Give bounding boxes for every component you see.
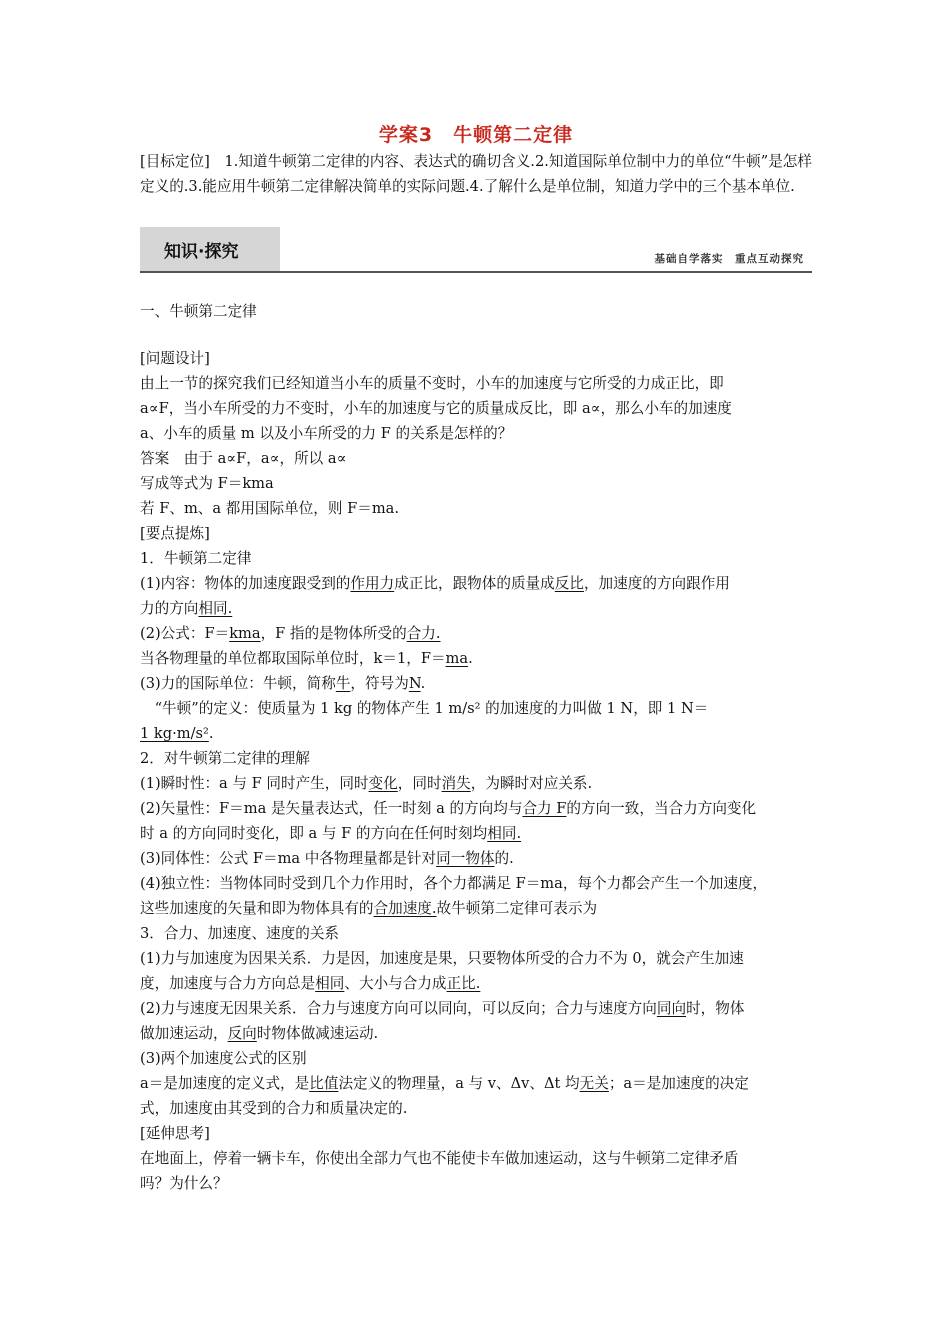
section-heading: 一、牛顿第二定律 <box>140 303 257 320</box>
section-banner <box>140 227 812 273</box>
blank-answer: 同一物体 <box>436 850 495 867</box>
text-line: 式，加速度由其受到的合力和质量决定的. <box>140 1100 408 1117</box>
text-line: a∝F，当小车所受的力不变时，小车的加速度与它的质量成反比，即 a∝，那么小车的加速度 <box>140 400 732 417</box>
text-line: (1)力与加速度为因果关系．力是因，加速度是果，只要物体所受的合力不为 0，就会产生加速 <box>140 950 744 967</box>
text-line: 1 kg·m/s². <box>140 725 214 742</box>
blank-answer: 反向 <box>227 1025 257 1042</box>
blank-answer: 牛 <box>335 675 351 692</box>
blank-answer: 变化 <box>368 775 398 792</box>
blank-answer: 反比 <box>554 575 584 592</box>
blank-answer: 正比. <box>446 975 481 992</box>
text-line: [要点提炼] <box>140 525 210 542</box>
document-page <box>140 122 812 1196</box>
text-line: 若 F、m、a 都用国际单位，则 F＝ma. <box>140 500 400 517</box>
section-body <box>140 346 812 1196</box>
text-line: 写成等式为 F＝kma <box>140 475 274 492</box>
text-line: 3．合力、加速度、速度的关系 <box>140 925 340 942</box>
text-line: “牛顿”的定义：使质量为 1 kg 的物体产生 1 m/s² 的加速度的力叫做 1 N，即 1 N＝ <box>140 700 709 717</box>
blank-answer: 合加速度. <box>373 900 437 917</box>
text-line: 2．对牛顿第二定律的理解 <box>140 750 310 767</box>
banner-title: 知识·探究 <box>164 242 239 262</box>
blank-answer: 1 kg·m/s² <box>140 725 209 742</box>
text-line: 吗？为什么？ <box>140 1175 228 1192</box>
text-line: (3)两个加速度公式的区别 <box>140 1050 307 1067</box>
blank-answer: 相同 <box>315 975 345 992</box>
text-line: 答案 由于 a∝F，a∝，所以 a∝ <box>140 450 347 467</box>
text-line: 这些加速度的矢量和即为物体具有的合加速度.故牛顿第二定律可表示为 <box>140 900 598 917</box>
blank-answer: 消失 <box>441 775 471 792</box>
text-line: [问题设计] <box>140 350 210 367</box>
text-line: 由上一节的探究我们已经知道当小车的质量不变时，小车的加速度与它所受的力成正比，即 <box>140 375 724 392</box>
text-line: 时 a 的方向同时变化，即 a 与 F 的方向在任何时刻均相同. <box>140 825 522 842</box>
text-line: (3)力的国际单位：牛顿，简称牛，符号为N. <box>140 675 426 692</box>
blank-answer: 相同. <box>487 825 522 842</box>
page-title: 学案3 牛顿第二定律 <box>378 124 574 146</box>
blank-answer: 同向 <box>656 1000 687 1017</box>
blank-answer: N <box>408 675 421 692</box>
text-line: 度，加速度与合力方向总是相同、大小与合力成正比. <box>140 975 481 992</box>
text-line: (1)内容：物体的加速度跟受到的作用力成正比，跟物体的质量成反比，加速度的方向跟作用 <box>140 575 730 592</box>
text-line: (1)瞬时性：a 与 F 同时产生，同时变化，同时消失，为瞬时对应关系. <box>140 775 593 792</box>
text-line: 做加速运动，反向时物体做减速运动. <box>140 1025 379 1042</box>
text-line: [延伸思考] <box>140 1125 210 1142</box>
text-line: (4)独立性：当物体同时受到几个力作用时，各个力都满足 F＝ma，每个力都会产生一个加速度， <box>140 875 768 892</box>
blank-answer: 合力 F <box>522 800 567 817</box>
blank-answer: 合力. <box>406 625 441 642</box>
blank-answer: kma <box>229 625 261 642</box>
blank-answer: 比值 <box>309 1075 339 1092</box>
blank-answer: 相同. <box>198 600 233 617</box>
text-line: a、小车的质量 m 以及小车所受的力 F 的关系是怎样的？ <box>140 425 513 442</box>
blank-answer: 无关 <box>579 1075 609 1092</box>
banner-subtitle: 基础自学落实 重点互动探究 <box>654 253 804 265</box>
text-line: a＝是加速度的定义式，是比值法定义的物理量，a 与 v、Δv、Δt 均无关；a＝是加速度的决定 <box>140 1075 749 1092</box>
text-line: (3)同体性：公式 F＝ma 中各物理量都是针对同一物体的. <box>140 850 514 867</box>
text-line: (2)公式：F＝kma，F 指的是物体所受的合力. <box>140 625 441 642</box>
text-line: 力的方向相同. <box>140 600 233 617</box>
text-line: (2)力与速度无因果关系．合力与速度方向可以同向，可以反向；合力与速度方向同向时，物体 <box>140 1000 745 1017</box>
text-line: 当各物理量的单位都取国际单位时，k＝1，F＝ma. <box>140 650 473 667</box>
text-line: 在地面上，停着一辆卡车，你使出全部力气也不能使卡车做加速运动，这与牛顿第二定律矛盾 <box>140 1150 739 1167</box>
blank-answer: ma <box>445 650 469 667</box>
text-line: 1．牛顿第二定律 <box>140 550 252 567</box>
blank-answer: 作用力 <box>350 575 395 592</box>
learning-goals: [目标定位] 1.知道牛顿第二定律的内容、表达式的确切含义.2.知道国际单位制中力的单位“牛顿”是怎样定义的.3.能应用牛顿第二定律解决简单的实际问题.4.了解什么是单位制，知道力学中的三个基本单位. <box>140 153 812 195</box>
text-line: (2)矢量性：F＝ma 是矢量表达式，任一时刻 a 的方向均与合力 F的方向一致，当合力方向变化 <box>140 800 757 817</box>
